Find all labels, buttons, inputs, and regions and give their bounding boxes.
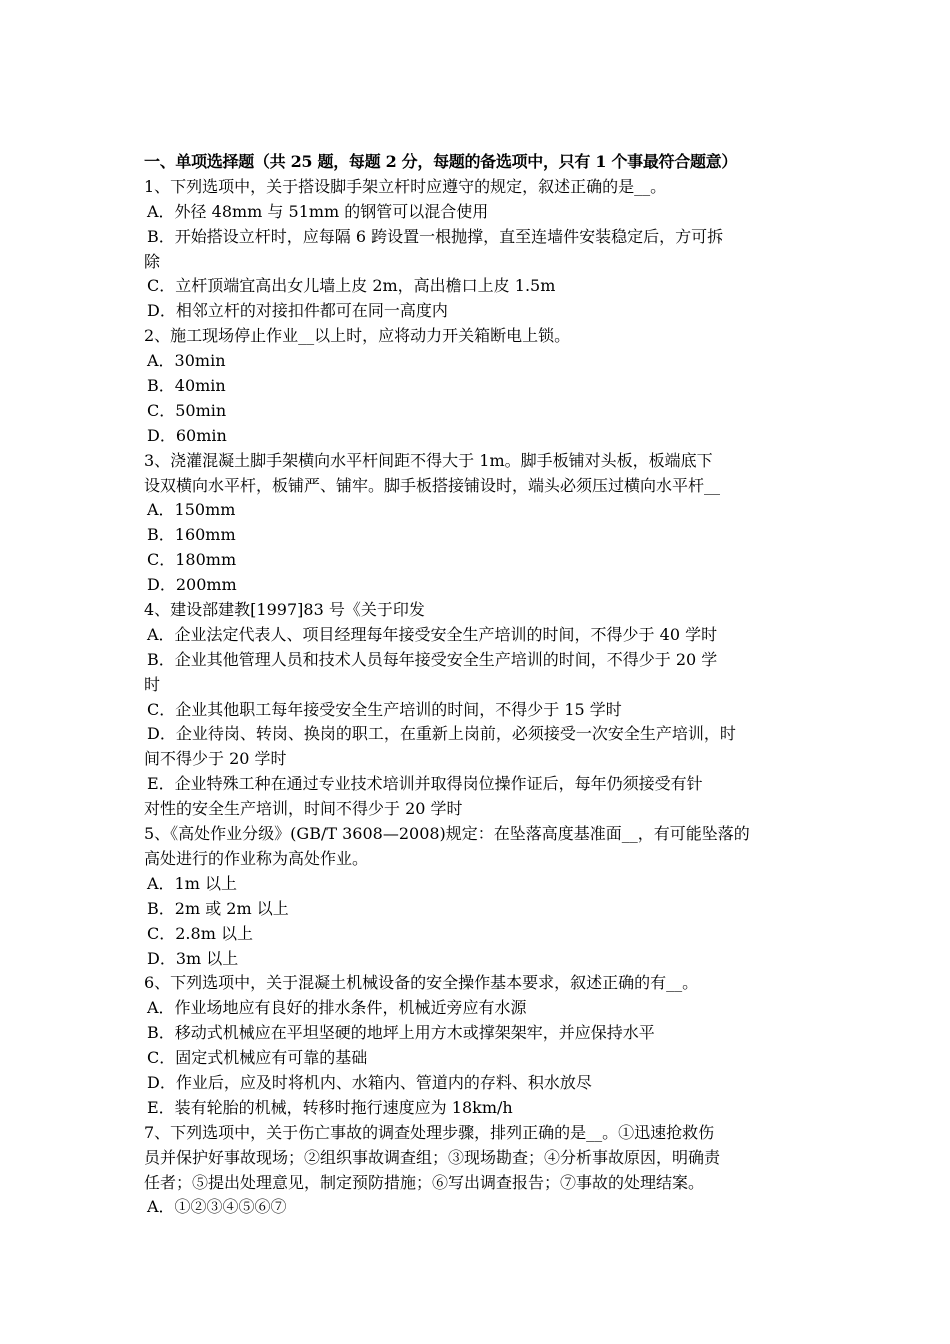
answer-option-line: B．移动式机械应在平坦坚硬的地坪上用方木或撑架架牢，并应保持水平 [147,1023,655,1043]
question-text-line: 员并保护好事故现场；②组织事故调查组；③现场勘查；④分析事故原因，明确责 [144,1147,721,1167]
answer-option-line: B．企业其他管理人员和技术人员每年接受安全生产培训的时间，不得少于 20 学 [147,649,718,669]
answer-option-line: D．60min [147,425,227,445]
answer-option-line: C．2.8m 以上 [147,923,253,943]
answer-option-line: C．固定式机械应有可靠的基础 [147,1048,368,1068]
answer-option-line: D．企业待岗、转岗、换岗的职工，在重新上岗前，必须接受一次安全生产培训，时 [147,724,736,744]
answer-option-line: D．作业后，应及时将机内、水箱内、管道内的存料、积水放尽 [147,1072,592,1092]
document-body [144,150,810,1220]
question-text-line: 3、浇灌混凝土脚手架横向水平杆间距不得大于 1m。脚手板铺对头板，板端底下 [144,450,713,470]
section-title: 一、单项选择题（共 25 题，每题 2 分，每题的备选项中，只有 1 个事最符合题意） [144,152,738,171]
answer-option-line: D．3m 以上 [147,948,239,968]
question-text-line: 1、下列选项中，关于搭设脚手架立杆时应遵守的规定，叙述正确的是__。 [144,176,667,196]
answer-option-line: D．200mm [147,575,237,595]
question-text-line: 4、建设部建教[1997]83 号《关于印发 [144,600,425,620]
answer-option-line: C．立杆顶端宜高出女儿墙上皮 2m，高出檐口上皮 1.5m [147,276,556,296]
question-text-line: 2、施工现场停止作业__以上时，应将动力开关箱断电上锁。 [144,326,571,346]
answer-option-line: C．50min [147,400,227,420]
answer-option-line: A．1m 以上 [147,873,237,893]
answer-option-line: D．相邻立杆的对接扣件都可在同一高度内 [147,301,448,321]
answer-option-line: B．160mm [147,525,236,545]
answer-option-line: A．作业场地应有良好的排水条件，机械近旁应有水源 [147,998,527,1018]
answer-option-line: B．40min [147,376,226,396]
answer-option-line: A．150mm [147,500,236,520]
answer-option-line: A．①②③④⑤⑥⑦ [147,1197,287,1217]
answer-option-line: B．开始搭设立杆时，应每隔 6 跨设置一根抛撑，直至连墙件安装稳定后，方可拆 [147,226,724,246]
question-text-line: 7、下列选项中，关于伤亡事故的调查处理步骤，排列正确的是__。①迅速抢救伤 [144,1122,715,1142]
question-text-line: 高处进行的作业称为高处作业。 [144,848,369,868]
question-text-line: 时 [144,674,161,694]
answer-option-line: B．2m 或 2m 以上 [147,898,289,918]
question-text-line: 间不得少于 20 学时 [144,749,287,769]
answer-option-line: C．180mm [147,550,237,570]
question-text-line: 5、《高处作业分级》(GB/T 3608—2008)规定：在坠落高度基准面__，有可能坠落的 [144,824,750,844]
answer-option-line: C．企业其他职工每年接受安全生产培训的时间，不得少于 15 学时 [147,699,622,719]
answer-option-line: A．外径 48mm 与 51mm 的钢管可以混合使用 [147,201,489,221]
question-text-line: 任者；⑤提出处理意见，制定预防措施；⑥写出调查报告；⑦事故的处理结案。 [144,1172,705,1192]
question-text-line: 除 [144,251,161,271]
answer-option-line: A．30min [147,351,226,371]
answer-option-line: E．装有轮胎的机械，转移时拖行速度应为 18km/h [147,1097,513,1117]
answer-option-line: A．企业法定代表人、项目经理每年接受安全生产培训的时间，不得少于 40 学时 [147,624,718,644]
question-text-line: 6、下列选项中，关于混凝土机械设备的安全操作基本要求，叙述正确的有__。 [144,973,699,993]
question-text-line: 对性的安全生产培训，时间不得少于 20 学时 [144,799,463,819]
answer-option-line: E．企业特殊工种在通过专业技术培训并取得岗位操作证后，每年仍须接受有针 [147,774,703,794]
question-text-line: 设双横向水平杆，板铺严、铺牢。脚手板搭接铺设时，端头必须压过横向水平杆__ [144,475,721,495]
